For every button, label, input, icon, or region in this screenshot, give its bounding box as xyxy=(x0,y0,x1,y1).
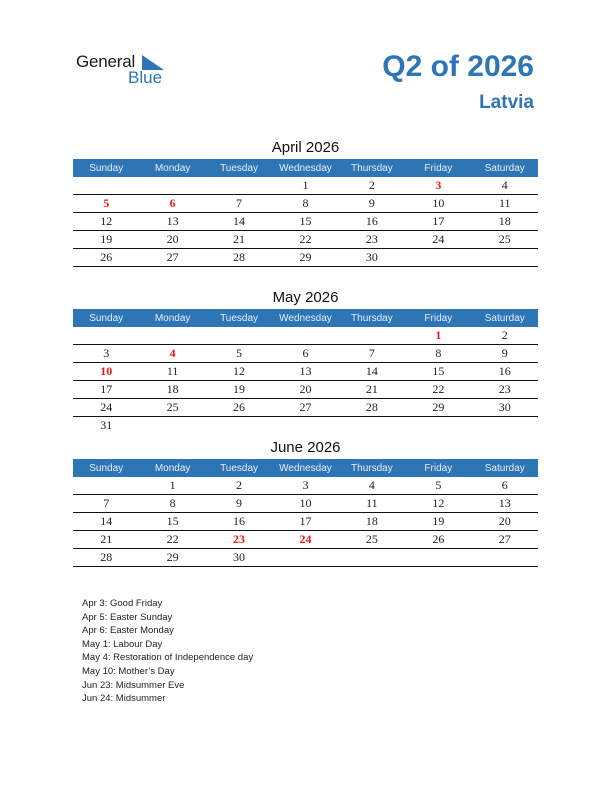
day-cell: 19 xyxy=(206,381,272,399)
day-cell: 28 xyxy=(206,249,272,267)
day-cell: 17 xyxy=(272,513,338,531)
day-cell: 28 xyxy=(339,399,405,417)
weekday-header: Thursday xyxy=(339,459,405,477)
day-cell: 23 xyxy=(472,381,538,399)
empty-cell xyxy=(206,327,272,345)
weekday-header: Wednesday xyxy=(272,159,338,177)
logo xyxy=(76,52,176,88)
month-calendar xyxy=(73,287,538,434)
week-row xyxy=(73,531,538,549)
week-row xyxy=(73,345,538,363)
day-cell: 13 xyxy=(472,495,538,513)
day-cell: 18 xyxy=(339,513,405,531)
month-title: June 2026 xyxy=(270,439,341,456)
weekday-header: Monday xyxy=(139,159,205,177)
day-cell: 8 xyxy=(405,345,471,363)
day-cell: 7 xyxy=(73,495,139,513)
day-cell: 1 xyxy=(139,477,205,495)
empty-cell xyxy=(472,417,538,435)
week-row xyxy=(73,399,538,417)
day-cell: 12 xyxy=(206,363,272,381)
empty-cell xyxy=(405,249,471,267)
empty-cell xyxy=(272,417,338,435)
day-cell: 21 xyxy=(339,381,405,399)
empty-cell xyxy=(73,177,139,195)
day-cell: 12 xyxy=(405,495,471,513)
day-cell: 7 xyxy=(339,345,405,363)
day-cell: 24 xyxy=(272,531,338,549)
day-cell: 1 xyxy=(405,327,471,345)
holiday-item: Jun 23: Midsummer Eve xyxy=(82,679,185,691)
day-cell: 10 xyxy=(73,363,139,381)
calendar-table xyxy=(73,459,538,567)
day-cell: 2 xyxy=(339,177,405,195)
day-cell: 16 xyxy=(472,363,538,381)
day-cell: 21 xyxy=(73,531,139,549)
day-cell: 29 xyxy=(405,399,471,417)
month-calendar xyxy=(73,437,538,567)
week-row xyxy=(73,363,538,381)
day-cell: 31 xyxy=(100,418,113,432)
holiday-item: Apr 5: Easter Sunday xyxy=(82,611,173,623)
day-cell: 3 xyxy=(272,477,338,495)
day-cell: 26 xyxy=(73,249,139,267)
empty-cell xyxy=(339,549,405,567)
day-cell: 15 xyxy=(405,363,471,381)
day-cell: 30 xyxy=(472,399,538,417)
day-cell: 25 xyxy=(339,531,405,549)
day-cell: 4 xyxy=(339,477,405,495)
day-cell: 23 xyxy=(339,231,405,249)
weekday-header: Sunday xyxy=(73,309,139,327)
day-cell: 9 xyxy=(472,345,538,363)
weekday-header: Wednesday xyxy=(272,459,338,477)
day-cell: 2 xyxy=(472,327,538,345)
empty-cell xyxy=(272,549,338,567)
day-cell: 19 xyxy=(405,513,471,531)
day-cell: 9 xyxy=(339,195,405,213)
day-cell: 27 xyxy=(472,531,538,549)
day-cell: 21 xyxy=(206,231,272,249)
weekday-header: Friday xyxy=(405,159,471,177)
weekday-header: Sunday xyxy=(73,159,139,177)
day-cell: 23 xyxy=(206,531,272,549)
day-cell: 27 xyxy=(272,399,338,417)
day-cell: 22 xyxy=(272,231,338,249)
day-cell: 20 xyxy=(272,381,338,399)
day-cell: 11 xyxy=(139,363,205,381)
day-cell: 13 xyxy=(139,213,205,231)
day-cell: 22 xyxy=(139,531,205,549)
day-cell: 18 xyxy=(139,381,205,399)
day-cell: 2 xyxy=(206,477,272,495)
week-row xyxy=(73,177,538,195)
month-calendar xyxy=(73,137,538,267)
day-cell: 15 xyxy=(139,513,205,531)
day-cell: 1 xyxy=(272,177,338,195)
day-cell: 13 xyxy=(272,363,338,381)
holiday-item: May 1: Labour Day xyxy=(82,638,163,650)
week-row xyxy=(73,549,538,567)
day-cell: 17 xyxy=(405,213,471,231)
day-cell: 22 xyxy=(405,381,471,399)
day-cell: 14 xyxy=(339,363,405,381)
day-cell: 4 xyxy=(139,345,205,363)
day-cell: 29 xyxy=(139,549,205,567)
day-cell: 27 xyxy=(139,249,205,267)
weekday-header: Monday xyxy=(139,459,205,477)
month-title: May 2026 xyxy=(272,289,339,306)
empty-cell xyxy=(405,417,471,435)
week-row xyxy=(73,477,538,495)
day-cell: 6 xyxy=(472,477,538,495)
weekday-header: Friday xyxy=(405,459,471,477)
weekday-header: Thursday xyxy=(339,309,405,327)
empty-cell xyxy=(339,327,405,345)
weekday-header: Friday xyxy=(405,309,471,327)
holiday-item: Apr 6: Easter Monday xyxy=(82,625,174,637)
empty-cell xyxy=(139,327,205,345)
day-cell: 24 xyxy=(73,399,139,417)
week-row xyxy=(73,513,538,531)
day-cell: 9 xyxy=(206,495,272,513)
empty-cell xyxy=(472,249,538,267)
weekday-header: Tuesday xyxy=(206,309,272,327)
day-cell: 14 xyxy=(73,513,139,531)
week-row xyxy=(73,249,538,267)
day-cell: 10 xyxy=(405,195,471,213)
day-cell: 3 xyxy=(405,177,471,195)
week-row xyxy=(73,195,538,213)
weekday-header: Saturday xyxy=(472,159,538,177)
day-cell: 25 xyxy=(139,399,205,417)
day-cell: 17 xyxy=(73,381,139,399)
holiday-list xyxy=(82,597,253,706)
day-cell: 24 xyxy=(405,231,471,249)
holiday-item: Apr 3: Good Friday xyxy=(82,598,163,609)
day-cell: 20 xyxy=(139,231,205,249)
day-cell: 30 xyxy=(206,549,272,567)
holiday-item: May 4: Restoration of Independence day xyxy=(82,652,254,664)
day-cell: 16 xyxy=(206,513,272,531)
day-cell: 19 xyxy=(73,231,139,249)
weekday-header: Sunday xyxy=(73,459,139,477)
day-cell: 6 xyxy=(139,195,205,213)
country-name: Latvia xyxy=(479,92,534,113)
calendar-table xyxy=(73,309,538,434)
day-cell: 16 xyxy=(339,213,405,231)
day-cell: 8 xyxy=(272,195,338,213)
week-row xyxy=(73,381,538,399)
day-cell: 4 xyxy=(472,177,538,195)
day-cell: 12 xyxy=(73,213,139,231)
day-cell: 11 xyxy=(339,495,405,513)
day-cell: 5 xyxy=(73,195,139,213)
holiday-item: May 10: Mother’s Day xyxy=(82,665,175,677)
day-cell: 10 xyxy=(272,495,338,513)
empty-cell xyxy=(405,549,471,567)
week-row xyxy=(73,231,538,249)
page-title: Q2 of 2026 xyxy=(382,50,534,83)
day-cell: 25 xyxy=(472,231,538,249)
weekday-header: Monday xyxy=(139,309,205,327)
day-cell: 20 xyxy=(472,513,538,531)
empty-cell xyxy=(73,477,139,495)
empty-cell xyxy=(472,549,538,567)
empty-cell xyxy=(206,177,272,195)
day-cell: 11 xyxy=(472,195,538,213)
week-row xyxy=(73,417,538,435)
day-cell: 26 xyxy=(206,399,272,417)
day-cell: 5 xyxy=(405,477,471,495)
weekday-header: Wednesday xyxy=(272,309,338,327)
day-cell: 3 xyxy=(73,345,139,363)
day-cell: 15 xyxy=(272,213,338,231)
weekday-header: Tuesday xyxy=(206,159,272,177)
empty-cell xyxy=(339,417,405,435)
empty-cell xyxy=(206,417,272,435)
month-title: April 2026 xyxy=(271,139,340,156)
week-row xyxy=(73,495,538,513)
empty-cell xyxy=(139,417,205,435)
day-cell: 26 xyxy=(405,531,471,549)
day-cell: 14 xyxy=(206,213,272,231)
day-cell: 28 xyxy=(73,549,139,567)
empty-cell xyxy=(272,327,338,345)
empty-cell xyxy=(139,177,205,195)
day-cell: 7 xyxy=(206,195,272,213)
day-cell: 6 xyxy=(272,345,338,363)
day-cell: 30 xyxy=(339,249,405,267)
day-cell: 29 xyxy=(272,249,338,267)
day-cell: 18 xyxy=(472,213,538,231)
weekday-header: Thursday xyxy=(339,159,405,177)
weekday-header: Saturday xyxy=(472,459,538,477)
calendar-table xyxy=(73,159,538,267)
empty-cell xyxy=(73,327,139,345)
week-row xyxy=(73,213,538,231)
weekday-header: Saturday xyxy=(472,309,538,327)
logo-general: General xyxy=(76,52,136,71)
logo-blue: Blue xyxy=(128,68,163,87)
weekday-header: Tuesday xyxy=(206,459,272,477)
week-row xyxy=(73,327,538,345)
holiday-item: Jun 24: Midsummer xyxy=(82,693,166,705)
day-cell: 8 xyxy=(139,495,205,513)
day-cell: 5 xyxy=(206,345,272,363)
